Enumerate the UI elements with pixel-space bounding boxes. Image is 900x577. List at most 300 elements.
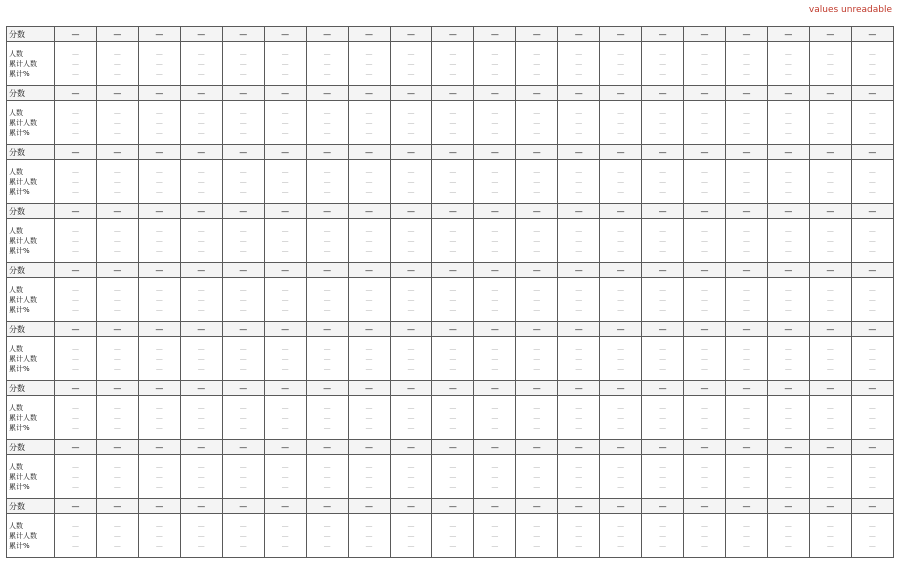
- detail-cell: [138, 278, 180, 322]
- cumulative-value: —: [71, 472, 79, 481]
- count-value: —: [868, 167, 876, 176]
- cumulative-value: —: [323, 472, 331, 481]
- score-cell: —: [516, 27, 558, 42]
- cumulative-label: 累计人数: [9, 236, 37, 245]
- cumulative-value: —: [784, 118, 792, 127]
- count-value: —: [281, 108, 289, 117]
- percent-value: —: [365, 246, 373, 255]
- score-cell: —: [348, 440, 390, 455]
- percent-value: —: [113, 541, 121, 550]
- count-value: —: [617, 226, 625, 235]
- score-cell: —: [558, 27, 600, 42]
- cumulative-value: —: [71, 118, 79, 127]
- score-cell: —: [222, 204, 264, 219]
- score-row-label: 分数: [7, 263, 55, 278]
- count-value: —: [575, 521, 583, 530]
- percent-value: —: [71, 364, 79, 373]
- score-cell: —: [767, 86, 809, 101]
- count-value: —: [365, 167, 373, 176]
- count-value: —: [742, 403, 750, 412]
- score-cell: —: [600, 27, 642, 42]
- score-cell: —: [642, 204, 684, 219]
- percent-value: —: [533, 423, 541, 432]
- score-cell: —: [642, 499, 684, 514]
- detail-cell: [55, 455, 97, 499]
- percent-value: —: [407, 423, 415, 432]
- count-value: —: [491, 462, 499, 471]
- count-value: —: [868, 344, 876, 353]
- detail-cell: [726, 42, 768, 86]
- percent-value: —: [575, 482, 583, 491]
- detail-cell: [432, 337, 474, 381]
- detail-cell: [222, 455, 264, 499]
- percent-value: —: [197, 246, 205, 255]
- cumulative-value: —: [449, 413, 457, 422]
- score-cell: —: [180, 381, 222, 396]
- count-value: —: [281, 462, 289, 471]
- score-cell: —: [306, 440, 348, 455]
- count-value: —: [71, 49, 79, 58]
- cumulative-value: —: [868, 413, 876, 422]
- count-value: —: [407, 403, 415, 412]
- cumulative-value: —: [71, 413, 79, 422]
- cumulative-value: —: [113, 531, 121, 540]
- cumulative-value: —: [491, 236, 499, 245]
- score-cell: —: [390, 381, 432, 396]
- detail-cell: [390, 101, 432, 145]
- cumulative-value: —: [407, 472, 415, 481]
- detail-cell: [600, 101, 642, 145]
- cumulative-value: —: [659, 118, 667, 127]
- cumulative-value: —: [155, 177, 163, 186]
- cumulative-value: —: [617, 236, 625, 245]
- detail-cell: [516, 337, 558, 381]
- score-cell: —: [474, 499, 516, 514]
- detail-cell: [55, 396, 97, 440]
- score-cell: —: [767, 27, 809, 42]
- detail-cell: [600, 514, 642, 558]
- percent-value: —: [407, 305, 415, 314]
- score-cell: —: [96, 204, 138, 219]
- score-cell: —: [96, 440, 138, 455]
- score-row: [7, 499, 894, 514]
- detail-cell: [809, 160, 851, 204]
- cumulative-value: —: [701, 118, 709, 127]
- cumulative-value: —: [113, 59, 121, 68]
- percent-value: —: [784, 364, 792, 373]
- percent-value: —: [113, 128, 121, 137]
- cumulative-value: —: [491, 531, 499, 540]
- detail-cell: [516, 455, 558, 499]
- percent-value: —: [617, 364, 625, 373]
- count-value: —: [575, 167, 583, 176]
- detail-cell: [306, 455, 348, 499]
- cumulative-value: —: [701, 236, 709, 245]
- count-value: —: [826, 285, 834, 294]
- cumulative-value: —: [533, 531, 541, 540]
- score-cell: —: [180, 440, 222, 455]
- detail-cell: [96, 278, 138, 322]
- percent-value: —: [239, 541, 247, 550]
- count-label: 人数: [9, 285, 23, 294]
- percent-value: —: [323, 69, 331, 78]
- count-value: —: [701, 521, 709, 530]
- detail-cell: [432, 278, 474, 322]
- count-value: —: [365, 521, 373, 530]
- score-cell: —: [684, 204, 726, 219]
- score-cell: —: [96, 86, 138, 101]
- count-value: —: [701, 167, 709, 176]
- cumulative-value: —: [575, 295, 583, 304]
- detail-row: [7, 455, 894, 499]
- count-value: —: [407, 344, 415, 353]
- percent-value: —: [784, 128, 792, 137]
- count-value: —: [449, 49, 457, 58]
- count-value: —: [826, 521, 834, 530]
- cumulative-value: —: [617, 472, 625, 481]
- cumulative-value: —: [407, 413, 415, 422]
- detail-cell: [348, 455, 390, 499]
- percent-value: —: [742, 541, 750, 550]
- count-value: —: [868, 521, 876, 530]
- score-cell: —: [558, 499, 600, 514]
- detail-cell: [809, 278, 851, 322]
- count-value: —: [407, 226, 415, 235]
- cumulative-value: —: [281, 413, 289, 422]
- detail-cell: [600, 219, 642, 263]
- detail-cell: [390, 396, 432, 440]
- count-value: —: [826, 403, 834, 412]
- detail-cell: [348, 219, 390, 263]
- count-value: —: [113, 108, 121, 117]
- count-value: —: [155, 344, 163, 353]
- count-value: —: [784, 462, 792, 471]
- cumulative-value: —: [784, 354, 792, 363]
- count-value: —: [113, 49, 121, 58]
- count-value: —: [868, 49, 876, 58]
- count-value: —: [826, 108, 834, 117]
- score-row-label: 分数: [7, 499, 55, 514]
- percent-label: 累计%: [9, 128, 30, 137]
- count-value: —: [784, 49, 792, 58]
- detail-cell: [474, 219, 516, 263]
- cumulative-value: —: [617, 59, 625, 68]
- cumulative-label: 累计人数: [9, 295, 37, 304]
- cumulative-value: —: [449, 177, 457, 186]
- count-value: —: [449, 285, 457, 294]
- detail-cell: [642, 455, 684, 499]
- cumulative-value: —: [659, 354, 667, 363]
- cumulative-value: —: [449, 236, 457, 245]
- score-cell: —: [558, 86, 600, 101]
- percent-value: —: [659, 187, 667, 196]
- count-value: —: [868, 462, 876, 471]
- detail-cell: [851, 160, 893, 204]
- score-cell: —: [851, 499, 893, 514]
- score-row: [7, 381, 894, 396]
- cumulative-label: 累计人数: [9, 354, 37, 363]
- detail-cell: [558, 278, 600, 322]
- cumulative-value: —: [826, 472, 834, 481]
- percent-value: —: [197, 364, 205, 373]
- cumulative-value: —: [323, 236, 331, 245]
- count-value: —: [742, 521, 750, 530]
- detail-cell: [432, 396, 474, 440]
- score-cell: —: [180, 499, 222, 514]
- score-cell: —: [474, 145, 516, 160]
- cumulative-value: —: [365, 413, 373, 422]
- percent-value: —: [155, 128, 163, 137]
- percent-value: —: [239, 305, 247, 314]
- cumulative-value: —: [239, 354, 247, 363]
- count-value: —: [742, 167, 750, 176]
- count-value: —: [239, 403, 247, 412]
- count-value: —: [742, 108, 750, 117]
- score-cell: —: [474, 381, 516, 396]
- percent-value: —: [407, 482, 415, 491]
- percent-value: —: [365, 187, 373, 196]
- count-value: —: [113, 285, 121, 294]
- score-cell: —: [558, 381, 600, 396]
- score-cell: —: [222, 86, 264, 101]
- cumulative-value: —: [826, 354, 834, 363]
- percent-value: —: [617, 305, 625, 314]
- cumulative-value: —: [281, 472, 289, 481]
- cumulative-value: —: [365, 354, 373, 363]
- count-value: —: [407, 167, 415, 176]
- percent-value: —: [533, 541, 541, 550]
- score-cell: —: [600, 440, 642, 455]
- cumulative-value: —: [575, 531, 583, 540]
- count-value: —: [407, 108, 415, 117]
- count-value: —: [71, 167, 79, 176]
- cumulative-value: —: [826, 531, 834, 540]
- cumulative-value: —: [197, 354, 205, 363]
- count-value: —: [701, 226, 709, 235]
- cumulative-value: —: [826, 59, 834, 68]
- percent-value: —: [868, 128, 876, 137]
- percent-value: —: [784, 541, 792, 550]
- percent-value: —: [449, 305, 457, 314]
- cumulative-value: —: [742, 59, 750, 68]
- cumulative-value: —: [281, 354, 289, 363]
- detail-cell: [55, 42, 97, 86]
- detail-cell: [432, 42, 474, 86]
- count-value: —: [491, 226, 499, 235]
- cumulative-value: —: [784, 472, 792, 481]
- score-cell: —: [726, 204, 768, 219]
- percent-label: 累计%: [9, 541, 30, 550]
- cumulative-value: —: [407, 531, 415, 540]
- detail-cell: [138, 455, 180, 499]
- percent-value: —: [449, 246, 457, 255]
- count-value: —: [239, 344, 247, 353]
- percent-value: —: [575, 541, 583, 550]
- detail-cell: [600, 337, 642, 381]
- cumulative-value: —: [868, 59, 876, 68]
- score-cell: —: [642, 440, 684, 455]
- percent-value: —: [617, 482, 625, 491]
- score-cell: —: [558, 204, 600, 219]
- percent-value: —: [281, 364, 289, 373]
- detail-cell: [767, 337, 809, 381]
- score-cell: —: [851, 440, 893, 455]
- cumulative-value: —: [281, 118, 289, 127]
- detail-cell: [138, 219, 180, 263]
- count-value: —: [113, 226, 121, 235]
- score-cell: —: [264, 322, 306, 337]
- cumulative-value: —: [868, 236, 876, 245]
- cumulative-value: —: [155, 531, 163, 540]
- score-cell: —: [684, 440, 726, 455]
- count-value: —: [155, 49, 163, 58]
- percent-value: —: [239, 128, 247, 137]
- percent-value: —: [533, 69, 541, 78]
- cumulative-value: —: [239, 531, 247, 540]
- count-value: —: [533, 226, 541, 235]
- detail-cell: [180, 396, 222, 440]
- percent-value: —: [449, 541, 457, 550]
- score-row-label: 分数: [7, 322, 55, 337]
- detail-cell: [474, 160, 516, 204]
- percent-value: —: [617, 69, 625, 78]
- percent-value: —: [826, 128, 834, 137]
- score-cell: —: [96, 27, 138, 42]
- cumulative-value: —: [617, 531, 625, 540]
- detail-cell: [390, 455, 432, 499]
- detail-row: [7, 278, 894, 322]
- count-value: —: [239, 108, 247, 117]
- detail-cell: [726, 514, 768, 558]
- percent-value: —: [742, 364, 750, 373]
- score-cell: —: [432, 86, 474, 101]
- detail-cell: [474, 514, 516, 558]
- count-value: —: [281, 49, 289, 58]
- count-label: 人数: [9, 108, 23, 117]
- count-value: —: [742, 49, 750, 58]
- count-value: —: [71, 462, 79, 471]
- cumulative-value: —: [742, 295, 750, 304]
- cumulative-value: —: [407, 236, 415, 245]
- cumulative-value: —: [659, 413, 667, 422]
- count-value: —: [491, 49, 499, 58]
- count-value: —: [784, 344, 792, 353]
- cumulative-value: —: [449, 472, 457, 481]
- percent-label: 累计%: [9, 246, 30, 255]
- detail-cell: [474, 337, 516, 381]
- percent-value: —: [71, 423, 79, 432]
- percent-value: —: [323, 128, 331, 137]
- percent-value: —: [449, 128, 457, 137]
- detail-cell: [684, 337, 726, 381]
- detail-cell: [642, 219, 684, 263]
- count-value: —: [701, 49, 709, 58]
- cumulative-value: —: [239, 472, 247, 481]
- detail-cell: [516, 278, 558, 322]
- detail-cell: [348, 160, 390, 204]
- percent-value: —: [784, 423, 792, 432]
- cumulative-value: —: [155, 236, 163, 245]
- percent-value: —: [784, 187, 792, 196]
- count-value: —: [784, 167, 792, 176]
- count-value: —: [868, 226, 876, 235]
- detail-cell: [809, 337, 851, 381]
- score-cell: —: [390, 86, 432, 101]
- detail-cell: [851, 219, 893, 263]
- count-value: —: [659, 285, 667, 294]
- percent-value: —: [239, 423, 247, 432]
- detail-row-labels: [7, 396, 55, 440]
- cumulative-value: —: [491, 413, 499, 422]
- detail-cell: [390, 337, 432, 381]
- percent-value: —: [533, 364, 541, 373]
- score-cell: —: [558, 263, 600, 278]
- percent-value: —: [826, 246, 834, 255]
- count-value: —: [742, 462, 750, 471]
- score-cell: —: [684, 86, 726, 101]
- percent-value: —: [281, 69, 289, 78]
- cumulative-value: —: [533, 472, 541, 481]
- count-value: —: [113, 167, 121, 176]
- percent-value: —: [281, 541, 289, 550]
- count-value: —: [575, 226, 583, 235]
- percent-value: —: [155, 423, 163, 432]
- count-value: —: [71, 285, 79, 294]
- score-cell: —: [348, 322, 390, 337]
- count-value: —: [659, 462, 667, 471]
- count-label: 人数: [9, 167, 23, 176]
- score-cell: —: [809, 440, 851, 455]
- count-value: —: [491, 344, 499, 353]
- percent-value: —: [784, 246, 792, 255]
- percent-value: —: [281, 423, 289, 432]
- detail-cell: [558, 396, 600, 440]
- percent-value: —: [617, 246, 625, 255]
- count-value: —: [323, 49, 331, 58]
- percent-value: —: [868, 364, 876, 373]
- percent-value: —: [155, 305, 163, 314]
- cumulative-label: 累计人数: [9, 413, 37, 422]
- count-value: —: [365, 226, 373, 235]
- detail-cell: [600, 278, 642, 322]
- detail-cell: [600, 42, 642, 86]
- count-value: —: [113, 403, 121, 412]
- detail-cell: [474, 396, 516, 440]
- count-value: —: [575, 403, 583, 412]
- percent-value: —: [784, 482, 792, 491]
- cumulative-value: —: [826, 413, 834, 422]
- count-value: —: [113, 462, 121, 471]
- detail-cell: [851, 514, 893, 558]
- percent-value: —: [407, 541, 415, 550]
- score-cell: —: [851, 145, 893, 160]
- score-cell: —: [96, 322, 138, 337]
- score-cell: —: [432, 145, 474, 160]
- cumulative-value: —: [575, 413, 583, 422]
- score-cell: —: [55, 27, 97, 42]
- detail-cell: [642, 514, 684, 558]
- count-value: —: [323, 285, 331, 294]
- count-value: —: [365, 108, 373, 117]
- detail-cell: [55, 219, 97, 263]
- percent-label: 累计%: [9, 69, 30, 78]
- score-cell: —: [390, 322, 432, 337]
- percent-value: —: [281, 187, 289, 196]
- count-value: —: [701, 344, 709, 353]
- detail-cell: [390, 278, 432, 322]
- detail-cell: [96, 514, 138, 558]
- count-value: —: [742, 344, 750, 353]
